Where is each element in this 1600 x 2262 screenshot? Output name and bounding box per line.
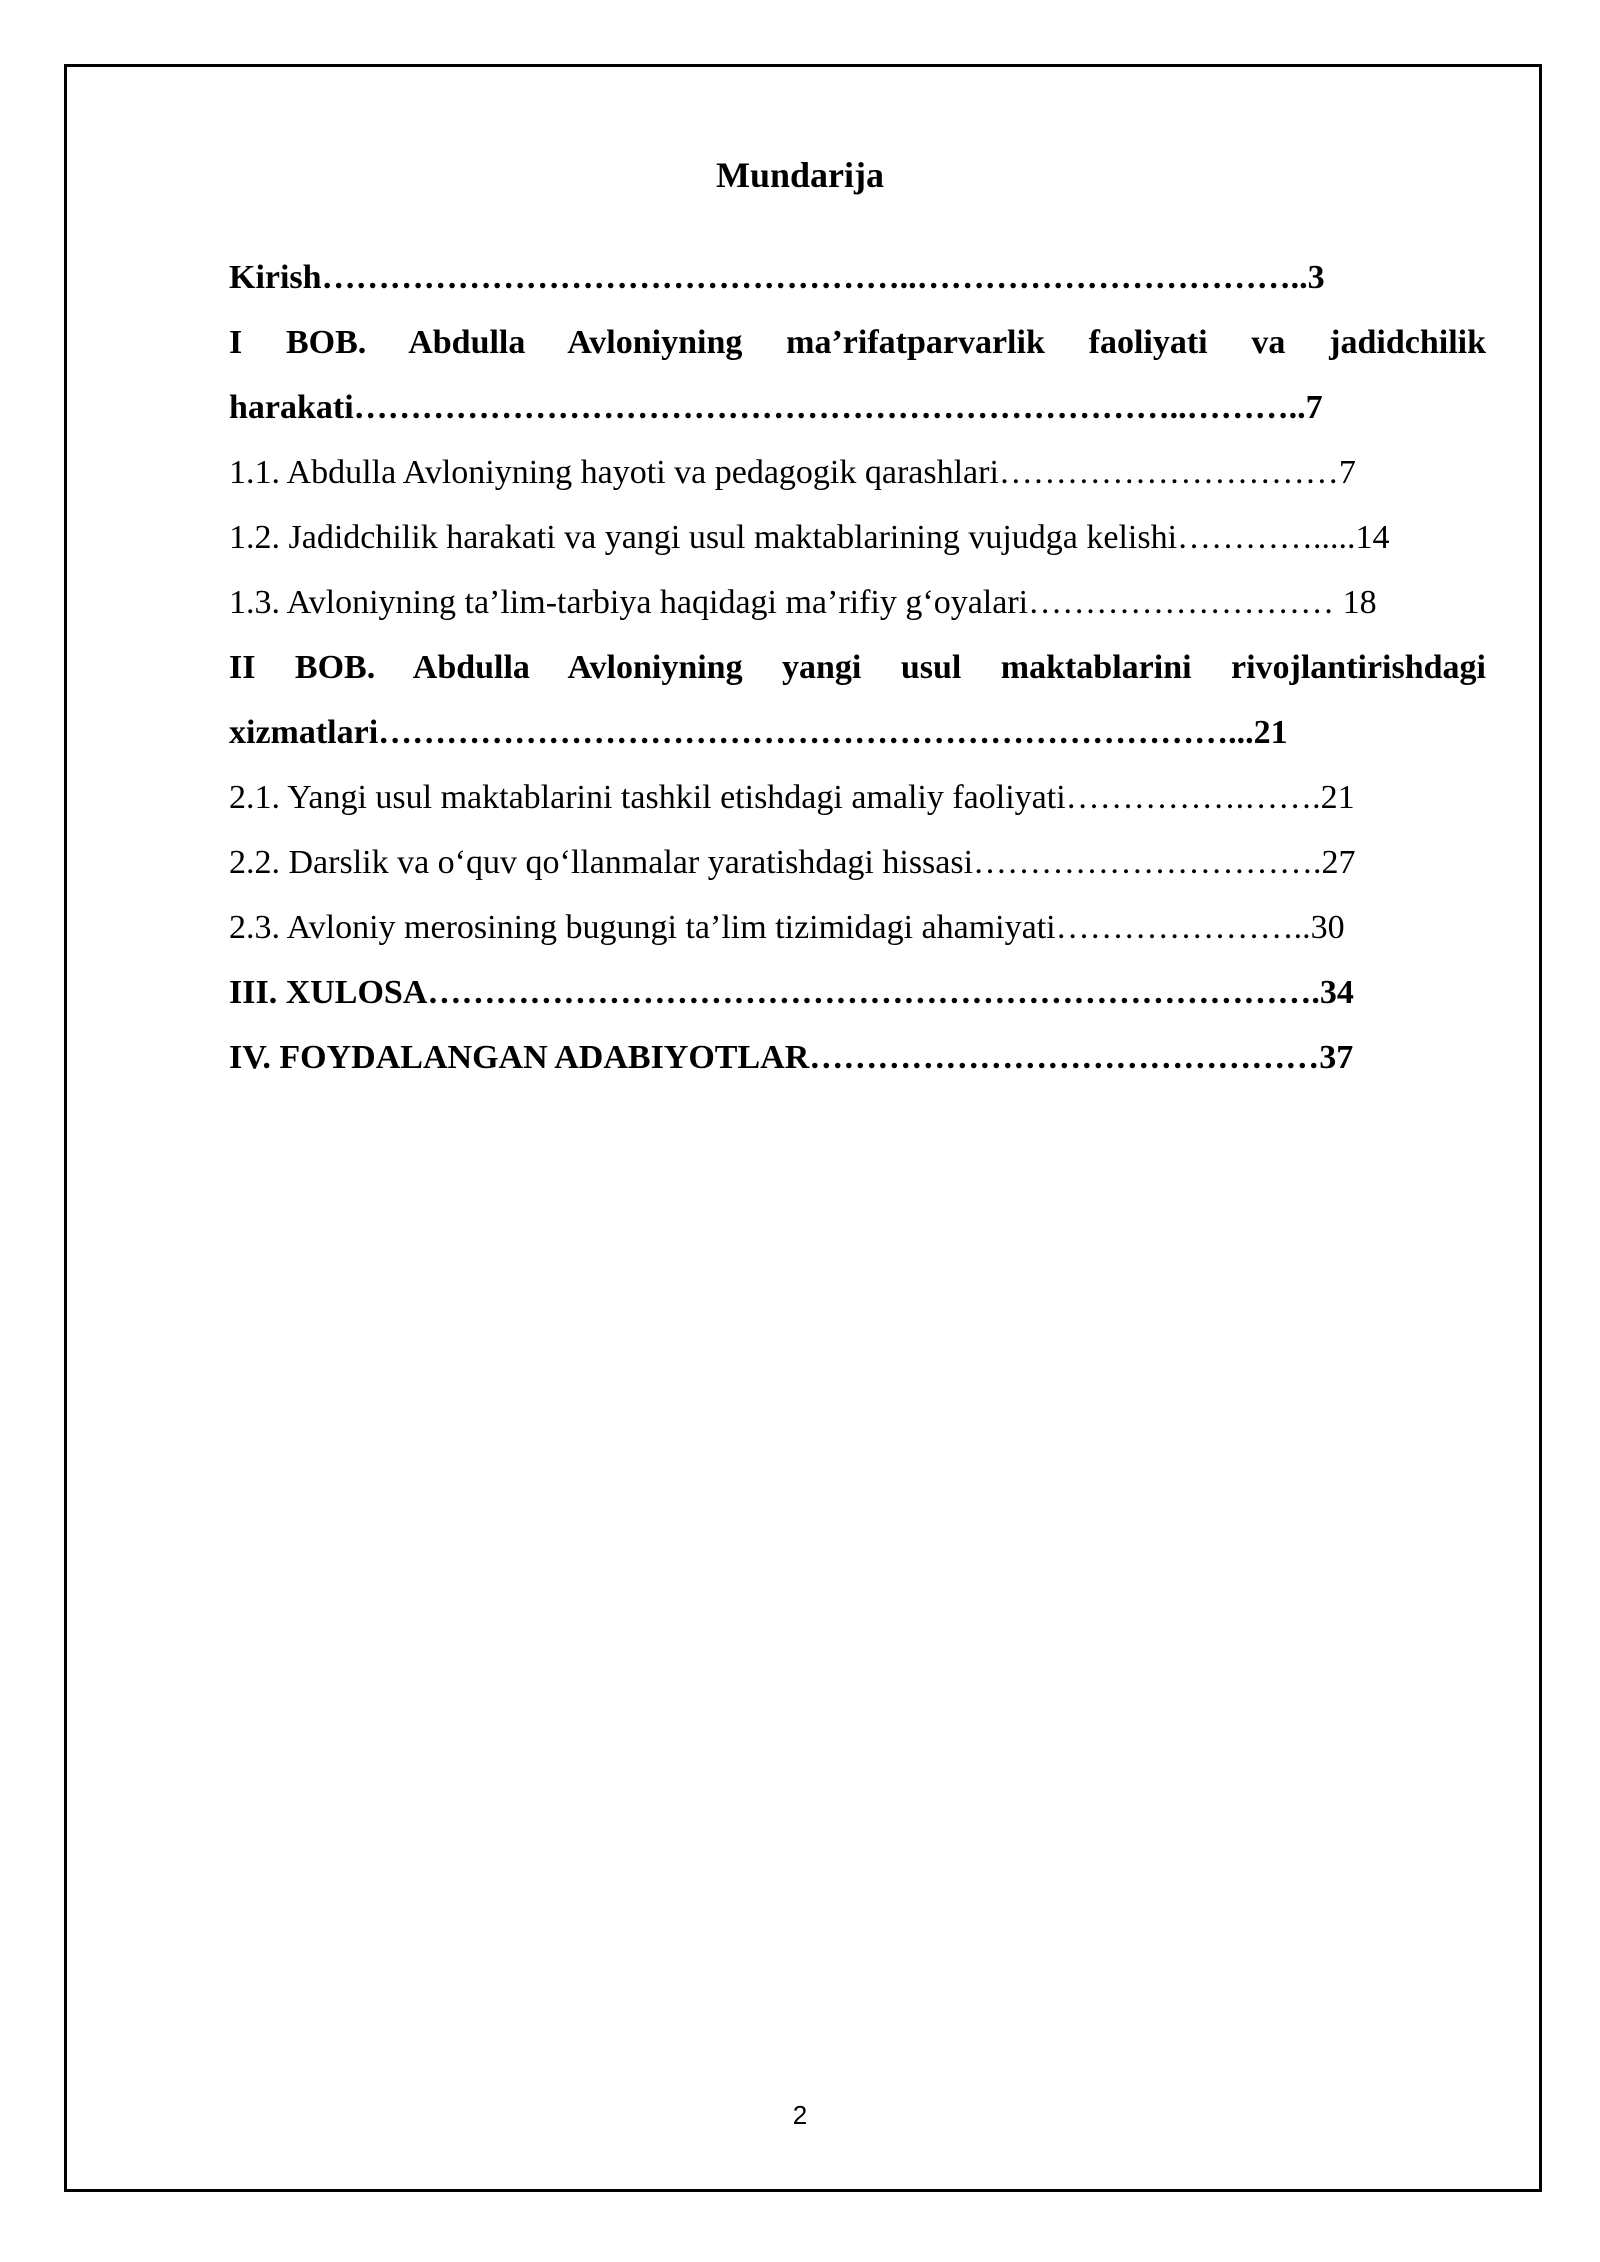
page-number: 2 xyxy=(792,2100,808,2130)
table-of-contents xyxy=(229,245,1486,1090)
toc-entry-conclusion[interactable]: III. XULOSA…………………………………………………………………….34 xyxy=(229,974,1354,1011)
toc-entry-chapter-2[interactable]: II BOB. Abdulla Avloniyning yangi usul maktablarini rivojlantirishdagi xizmatlari…………………………………………………………………...21 xyxy=(229,649,1486,751)
toc-entry-section-1-1[interactable]: 1.1. Abdulla Avloniyning hayoti va pedagogik qarashlari…………………………7 xyxy=(229,454,1356,491)
toc-entry-section-2-1[interactable]: 2.1. Yangi usul maktablarini tashkil etishdagi amaliy faoliyati…………….…….21 xyxy=(229,779,1355,816)
toc-title: Mundarija xyxy=(715,155,884,195)
toc-entry-chapter-1[interactable]: I BOB. Abdulla Avloniyning ma’rifatparvarlik faoliyati va jadidchilik harakati………………………………………………………………..………..7 xyxy=(229,324,1486,426)
toc-entry-section-2-2[interactable]: 2.2. Darslik va o‘quv qo‘llanmalar yaratishdagi hissasi………………………….27 xyxy=(229,844,1356,881)
toc-entry-section-1-3[interactable]: 1.3. Avloniyning ta’lim-tarbiya haqidagi ma’rifiy g‘oyalari……………………… 18 xyxy=(229,584,1377,621)
toc-entry-introduction[interactable]: Kirish……………………………………………..……………………………..3 xyxy=(229,259,1325,296)
toc-entry-section-1-2[interactable]: 1.2. Jadidchilik harakati va yangi usul maktablarining vujudga kelishi………….....14 xyxy=(229,519,1390,556)
toc-entry-references[interactable]: IV. FOYDALANGAN ADABIYOTLAR………………………………………37 xyxy=(229,1039,1354,1076)
toc-entry-section-2-3[interactable]: 2.3. Avloniy merosining bugungi ta’lim tizimidagi ahamiyati…………………..30 xyxy=(229,909,1345,946)
